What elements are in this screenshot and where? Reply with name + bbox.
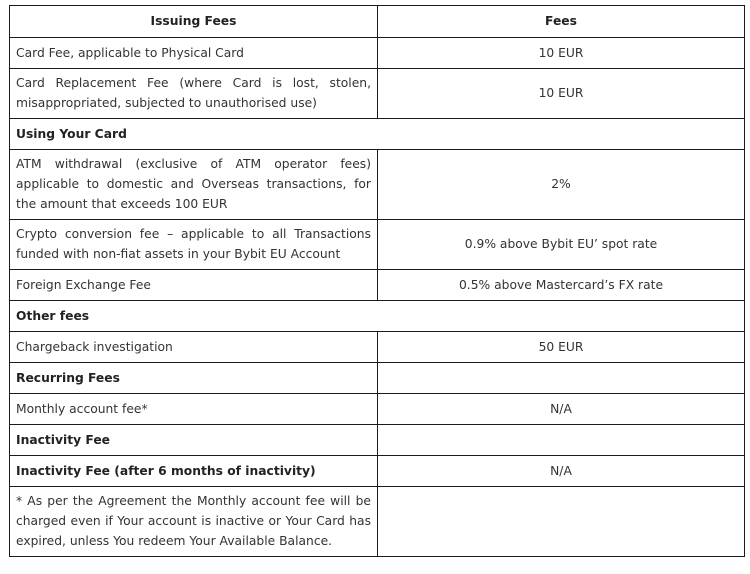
section-heading: Inactivity Fee: [10, 425, 378, 456]
fee-label: ATM withdrawal (exclusive of ATM operator fees) applicable to domestic and Overseas transactions, for the amount that exceeds 100 EUR: [10, 150, 378, 220]
header-fees: Fees: [378, 6, 745, 38]
fee-label: Card Fee, applicable to Physical Card: [10, 38, 378, 69]
fee-value: [378, 487, 745, 557]
fee-value: 0.5% above Mastercard’s FX rate: [378, 270, 745, 301]
fee-value: 2%: [378, 150, 745, 220]
fee-value: 10 EUR: [378, 38, 745, 69]
footnote-row: [10, 487, 745, 557]
fees-table: [9, 5, 745, 557]
footnote-text: * As per the Agreement the Monthly account fee will be charged even if Your account is inactive or Your Card has expired, unless You redeem Your Available Balance.: [10, 487, 378, 557]
fee-value: [378, 425, 745, 456]
table-row: [10, 332, 745, 363]
fee-label: Inactivity Fee (after 6 months of inactivity): [10, 456, 378, 487]
fee-value: N/A: [378, 456, 745, 487]
fee-value: 10 EUR: [378, 69, 745, 119]
table-row: [10, 394, 745, 425]
fee-value: 0.9% above Bybit EU’ spot rate: [378, 220, 745, 270]
table-header-row: [10, 6, 745, 38]
fee-label: Monthly account fee*: [10, 394, 378, 425]
section-heading: Other fees: [10, 301, 745, 332]
table-row: [10, 69, 745, 119]
section-row-other-fees: [10, 301, 745, 332]
fee-label: Card Replacement Fee (where Card is lost, stolen, misappropriated, subjected to unauthorised use): [10, 69, 378, 119]
fee-value: N/A: [378, 394, 745, 425]
section-heading: Using Your Card: [10, 119, 745, 150]
table-row: [10, 38, 745, 69]
fee-label: Foreign Exchange Fee: [10, 270, 378, 301]
section-row-using-your-card: [10, 119, 745, 150]
section-row-inactivity-fee: [10, 425, 745, 456]
header-issuing-fees: Issuing Fees: [10, 6, 378, 38]
fee-label: Crypto conversion fee – applicable to all Transactions funded with non-fiat assets in your Bybit EU Account: [10, 220, 378, 270]
table-row: [10, 220, 745, 270]
table-row: [10, 456, 745, 487]
fee-value: [378, 363, 745, 394]
table-row: [10, 270, 745, 301]
section-heading: Recurring Fees: [10, 363, 378, 394]
fee-label: Chargeback investigation: [10, 332, 378, 363]
fee-value: 50 EUR: [378, 332, 745, 363]
section-row-recurring-fees: [10, 363, 745, 394]
table-row: [10, 150, 745, 220]
